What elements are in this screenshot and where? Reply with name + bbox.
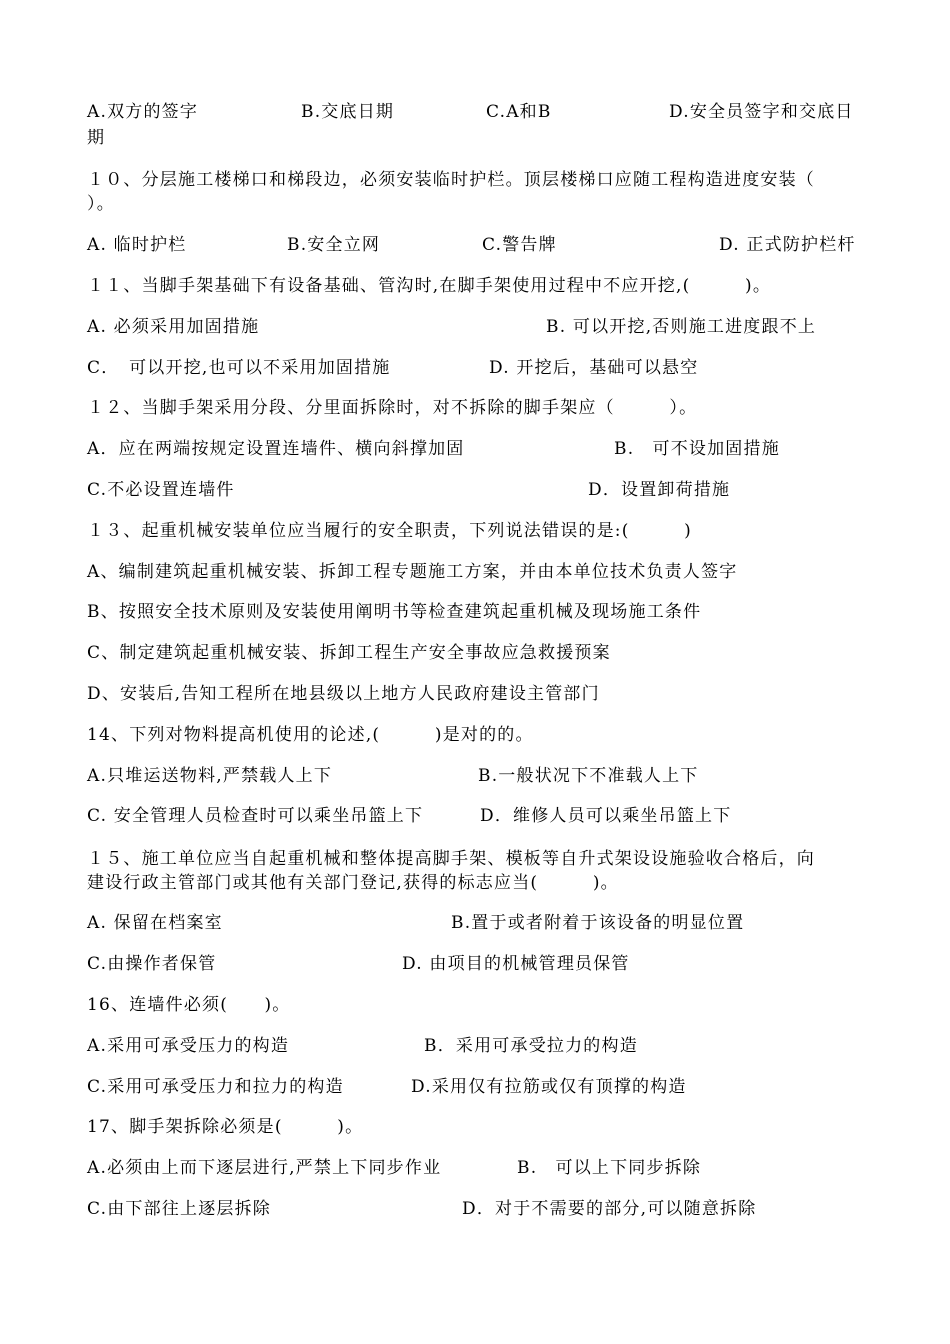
q14-option-a: A.只堆运送物料,严禁载人上下 — [87, 766, 333, 786]
q9-option-c: C.A和B — [486, 102, 552, 122]
q16-option-b: B．采用可承受拉力的构造 — [424, 1036, 638, 1056]
q11-option-a: A. 必须采用加固措施 — [87, 317, 260, 337]
q15-option-c: C.由操作者保管 — [87, 954, 217, 974]
q13-option-b: B、按照安全技术原则及安装使用阐明书等检查建筑起重机械及现场施工条件 — [87, 602, 702, 622]
q11-option-d: D. 开挖后，基础可以悬空 — [489, 358, 699, 378]
q17-option-c: C.由下部往上逐层拆除 — [87, 1199, 272, 1219]
q10-option-d: D. 正式防护栏杆 — [719, 235, 856, 255]
q14-stem: 14、下列对物料提高机使用的论述,( )是对的的。 — [87, 725, 534, 745]
q14-option-b: B.一般状况下不准载人上下 — [478, 766, 699, 786]
q12-option-b: B. 可不设加固措施 — [614, 439, 780, 459]
q10-option-a: A. 临时护栏 — [87, 235, 187, 255]
q9-option-a: A.双方的签字 — [87, 102, 199, 122]
q9-option-b: B.交底日期 — [301, 102, 395, 122]
q15-option-b: B.置于或者附着于该设备的明显位置 — [451, 913, 745, 933]
q15-option-d: D. 由项目的机械管理员保管 — [402, 954, 630, 974]
q11-stem: １１、当脚手架基础下有设备基础、管沟时,在脚手架使用过程中不应开挖,( )。 — [87, 276, 772, 296]
q12-option-a: A．应在两端按规定设置连墙件、横向斜撑加固 — [87, 439, 465, 459]
q13-option-d: D、安装后,告知工程所在地县级以上地方人民政府建设主管部门 — [87, 684, 600, 704]
q10-stem-line1: １０、分层施工楼梯口和梯段边，必须安装临时护栏。顶层楼梯口应随工程构造进度安装（ — [87, 170, 815, 190]
q16-option-a: A.采用可承受压力的构造 — [87, 1036, 290, 1056]
q14-option-d: D．维修人员可以乘坐吊篮上下 — [480, 806, 732, 826]
q13-stem: １３、起重机械安装单位应当履行的安全职责，下列说法错误的是:( ) — [87, 521, 692, 541]
q10-option-c: C.警告牌 — [482, 235, 557, 255]
q13-option-c: C、制定建筑起重机械安装、拆卸工程生产安全事故应急救援预案 — [87, 643, 611, 663]
q16-option-d: D.采用仅有拉筋或仅有顶撑的构造 — [411, 1077, 687, 1097]
q9-option-d-wrap: 期 — [87, 128, 106, 148]
q10-option-b: B.安全立网 — [287, 235, 381, 255]
q11-option-c: C． 可以开挖,也可以不采用加固措施 — [87, 358, 391, 378]
q12-option-d: D．设置卸荷措施 — [588, 480, 731, 500]
q16-option-c: C.采用可承受压力和拉力的构造 — [87, 1077, 344, 1097]
q17-option-a: A.必须由上而下逐层进行,严禁上下同步作业 — [87, 1158, 442, 1178]
q13-option-a: A、编制建筑起重机械安装、拆卸工程专题施工方案，并由本单位技术负责人签字 — [87, 562, 738, 582]
q17-option-d: D．对于不需要的部分,可以随意拆除 — [462, 1199, 757, 1219]
q10-stem-line2: ）。 — [87, 194, 115, 214]
q15-stem-line1: １５、施工单位应当自起重机械和整体提高脚手架、模板等自升式架设设施验收合格后，向 — [87, 849, 815, 869]
q12-stem: １２、当脚手架采用分段、分里面拆除时，对不拆除的脚手架应（ ）。 — [87, 398, 698, 418]
q17-option-b: B. 可以上下同步拆除 — [517, 1158, 702, 1178]
q12-option-c: C.不必设置连墙件 — [87, 480, 235, 500]
q11-option-b: B. 可以开挖,否则施工进度跟不上 — [546, 317, 817, 337]
q9-option-d: D.安全员签字和交底日 — [669, 102, 854, 122]
q14-option-c: C. 安全管理人员检查时可以乘坐吊篮上下 — [87, 806, 424, 826]
q16-stem: 16、连墙件必须( )。 — [87, 995, 291, 1015]
q15-stem-line2: 建设行政主管部门或其他有关部门登记,获得的标志应当( )。 — [87, 873, 619, 893]
q15-option-a: A. 保留在档案室 — [87, 913, 223, 933]
q17-stem: 17、脚手架拆除必须是( )。 — [87, 1117, 364, 1137]
